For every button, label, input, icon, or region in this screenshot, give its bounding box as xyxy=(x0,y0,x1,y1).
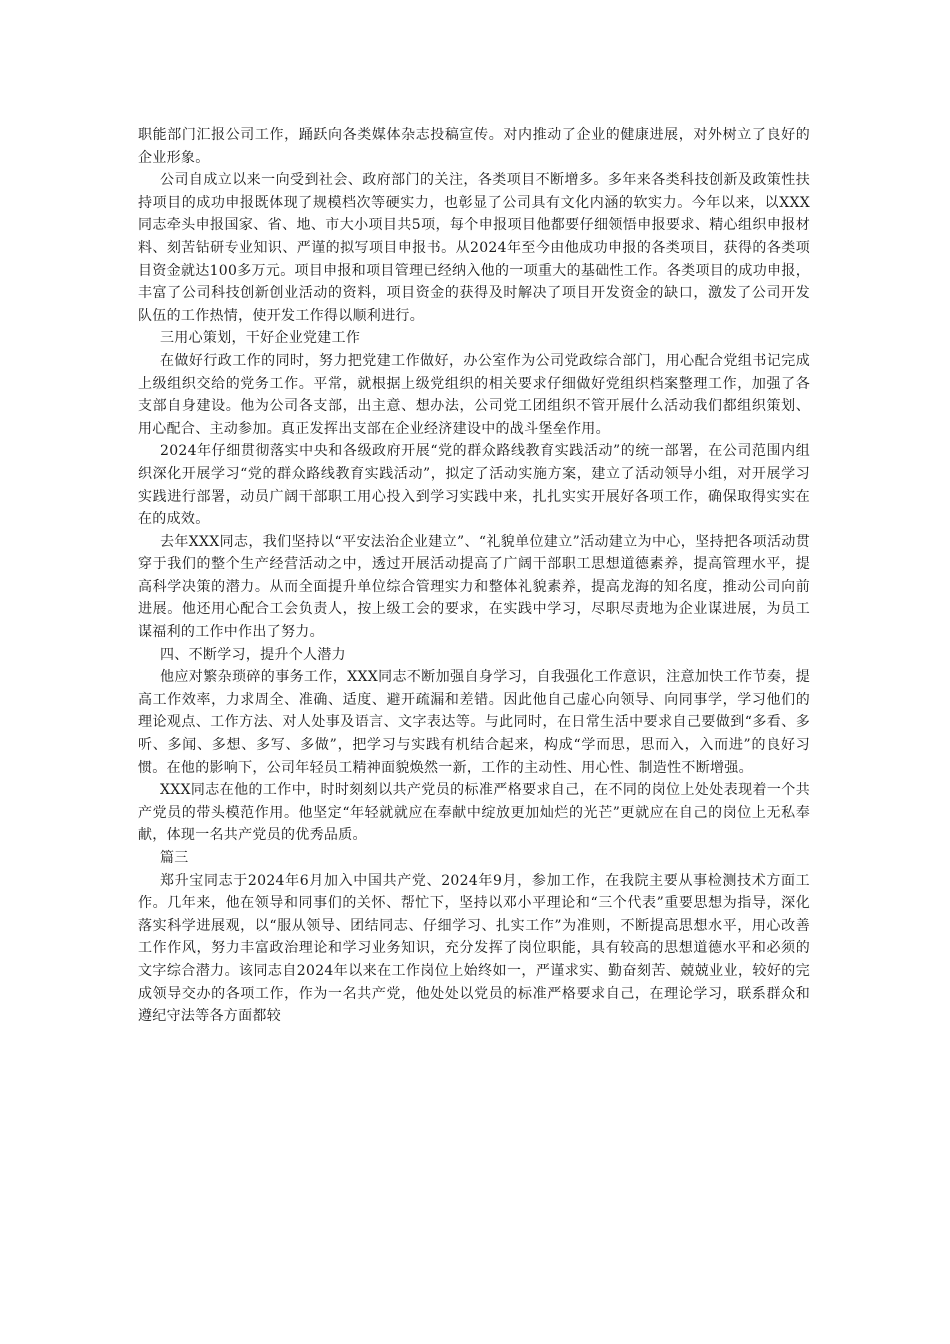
section-heading-part-three: 篇三 xyxy=(160,850,189,866)
paragraph-mass-line-campaign: 2024年仔细贯彻落实中央和各级政府开展“党的群众路线教育实践活动”的统一部署，在公司范围内组织深化开展学习“党的群众路线教育实践活动”，拟定了活动实施方案，建立了活动领导小组，对开展学习实践进行部署，动员广阔干部职工用心投入到学习实践中来，扎扎实实开展好各项工作，确保取得实实在在的成效。 xyxy=(138,443,810,528)
section-heading-learning: 四、不断学习，提升个人潜力 xyxy=(160,646,346,663)
paragraph-continuation: 职能部门汇报公司工作，踊跃向各类媒体杂志投稿宣传。对内推动了企业的健康进展，对外树立了良好的企业形象。 xyxy=(138,127,810,166)
paragraph-self-study: 他应对繁杂琐碎的事务工作，XXX同志不断加强自身学习，自我强化工作意识，注意加快工作节奏，提高工作效率，力求周全、准确、适度、避开疏漏和差错。因此他自己虚心向领导、向同事学，学习他们的理论观点、工作方法、对人处事及语言、文字表达等。与此同时，在日常生活中要求自己要做到“多看、多听、多闻、多想、多写、多做”，把学习与实践有机结合起来，构成“学而思，思而入，入而进”的良好习惯。在他的影响下，公司年轻员工精神面貌焕然一新，工作的主动性、用心性、制造性不断增强。 xyxy=(138,669,810,776)
paragraph-zheng-shengbao: 郑升宝同志于2024年6月加入中国共产党、2024年9月，参加工作，在我院主要从事检测技术方面工作。几年来，他在领导和同事们的关怀、帮忙下，坚持以邓小平理论和“三个代表”重要思想为指导，深化落实科学进展观，以“服从领导、团结同志、仔细学习、扎实工作”为准则，不断提高思想水平，用心改善工作作风，努力丰富政治理论和学习业务知识，充分发挥了岗位职能，具有较高的思想道德水平和必须的文字综合潜力。该同志自2024年以来在工作岗位上始终如一，严谨求实、勤奋刻苦、兢兢业业，较好的完成领导交办的各项工作，作为一名共产党，他处处以党员的标准严格要求自己，在理论学习，联系群众和遵纪守法等各方面都较 xyxy=(138,872,810,1025)
document-body xyxy=(138,124,810,1028)
paragraph-project-applications: 公司自成立以来一向受到社会、政府部门的关注，各类项目不断增多。多年来各类科技创新及政策性扶持项目的成功申报既体现了规模档次等硬实力，也彰显了公司具有文化内涵的软实力。今年以来，以XXX同志牵头申报国家、省、地、市大小项目共5项，每个申报项目他都要仔细领悟申报要求、精心组织申报材料、刻苦钻研专业知识、严谨的拟写项目申报书。从2024年至今由他成功申报的各类项目，获得的各类项目资金就达100多万元。项目申报和项目管理已经纳入他的一项重大的基础性工作。各类项目的成功申报，丰富了公司科技创新创业活动的资料，项目资金的获得及时解决了项目开发资金的缺口，激发了公司开发队伍的工作热情，使开发工作得以顺利进行。 xyxy=(138,172,810,324)
paragraph-party-work: 在做好行政工作的同时，努力把党建工作做好，办公室作为公司党政综合部门，用心配合党组书记完成上级组织交给的党务工作。平常，就根据上级党组织的相关要求仔细做好党组织档案整理工作，加强了各支部自身建设。他为公司各支部，出主意、想办法，公司党工团组织不管开展什么活动我们都组织策划、用心配合、主动参加。真正发挥出支部在企业经济建设中的战斗堡垒作用。 xyxy=(138,352,810,437)
section-heading-party-building: 三用心策划，干好企业党建工作 xyxy=(160,330,361,347)
paragraph-safe-enterprise: 去年XXX同志，我们坚持以“平安法治企业建立”、“礼貌单位建立”活动建立为中心，坚持把各项活动贯穿于我们的整个生产经营活动之中，透过开展活动提高了广阔干部职工思想道德素养，提高管理水平，提高科学决策的潜力。从而全面提升单位综合管理实力和整体礼貌素养，提高龙海的知名度，推动公司向前进展。他还用心配合工会负责人，按上级工会的要求，在实践中学习，尽职尽责地为企业谋进展，为员工谋福利的工作中作出了努力。 xyxy=(138,533,810,641)
paragraph-party-member-model: XXX同志在他的工作中，时时刻刻以共产党员的标准严格要求自己，在不同的岗位上处处表现着一个共产党员的带头模范作用。他坚定“年轻就就应在奉献中绽放更加灿烂的光芒”更就应在自己的岗位上无私奉献，体现一名共产党员的优秀品质。 xyxy=(138,782,810,844)
